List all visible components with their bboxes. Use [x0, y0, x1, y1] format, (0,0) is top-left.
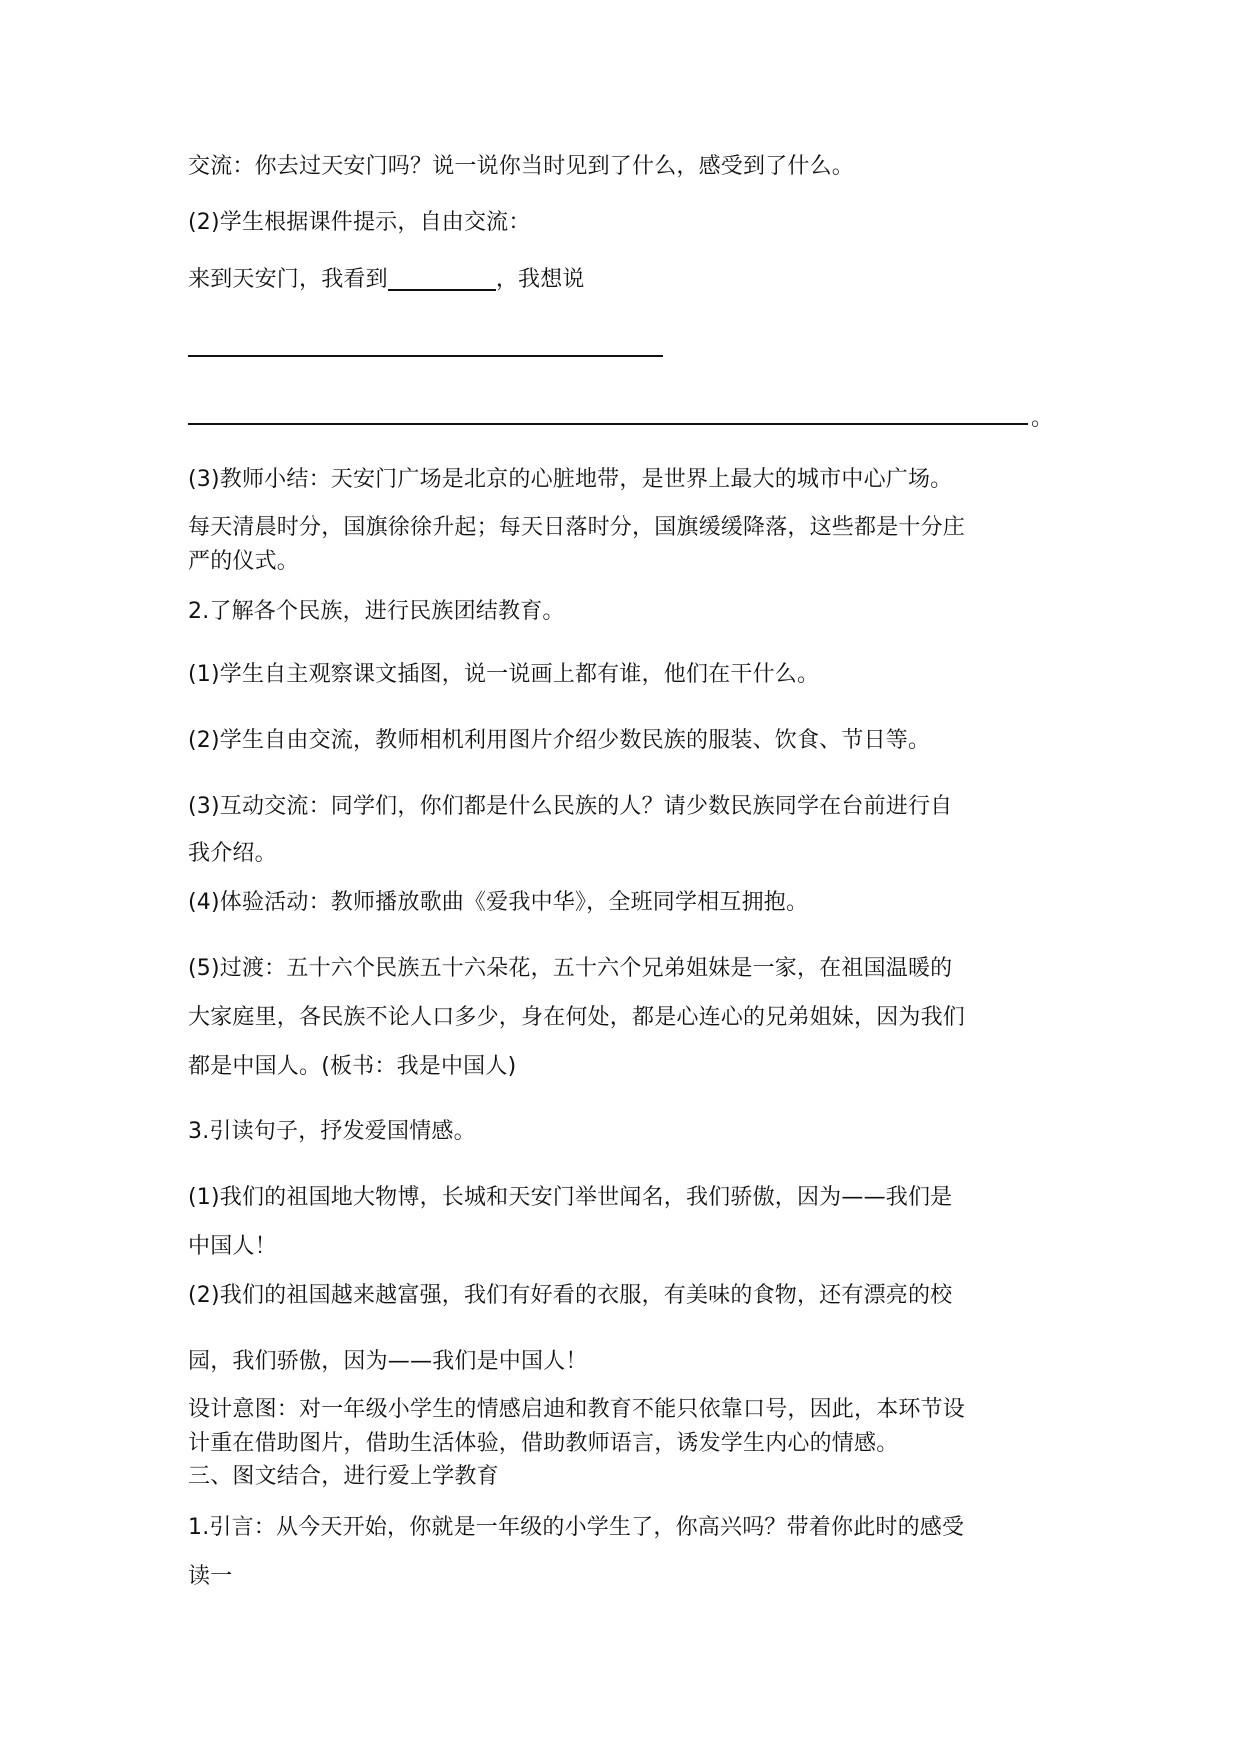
fill-in-prefix: 来到天安门，我看到 [188, 267, 388, 292]
paragraph-line: 大家庭里，各民族不论人口多少，身在何处，都是心连心的兄弟姐妹，因为我们 [188, 1005, 966, 1030]
paragraph-line: (2)学生自由交流，教师相机利用图片介绍少数民族的服装、饮食、节日等。 [188, 728, 931, 753]
answer-blank-line [188, 423, 1028, 425]
answer-blank-line [188, 355, 663, 357]
paragraph-line: 都是中国人。(板书：我是中国人) [188, 1054, 517, 1079]
paragraph-line: (3)互动交流：同学们，你们都是什么民族的人？请少数民族同学在台前进行自 [188, 794, 953, 819]
design-intent-line: 计重在借助图片，借助生活体验，借助教师语言，诱发学生内心的情感。 [188, 1431, 899, 1456]
paragraph-line: 1.引言：从今天开始，你就是一年级的小学生了，你高兴吗？带着你此时的感受 [188, 1515, 965, 1540]
paragraph-line: 园，我们骄傲，因为——我们是中国人！ [188, 1349, 588, 1374]
design-intent-line: 设计意图：对一年级小学生的情感启迪和教育不能只依靠口号，因此，本环节设 [188, 1397, 966, 1422]
paragraph-line: (2)我们的祖国越来越富强，我们有好看的衣服，有美味的食物，还有漂亮的校 [188, 1283, 953, 1308]
paragraph-line: (5)过渡：五十六个民族五十六朵花，五十六个兄弟姐妹是一家，在祖国温暖的 [188, 956, 953, 981]
end-mark: 。 [1031, 406, 1054, 431]
paragraph-line: (3)教师小结：天安门广场是北京的心脏地带，是世界上最大的城市中心广场。 [188, 467, 953, 492]
section-heading: 三、图文结合，进行爱上学教育 [188, 1464, 499, 1489]
paragraph-line: (2)学生根据课件提示，自由交流： [188, 210, 531, 235]
fill-in-middle: ，我想说 [495, 267, 585, 292]
paragraph-line: (1)学生自主观察课文插图，说一说画上都有谁，他们在干什么。 [188, 662, 820, 687]
fill-in-line [188, 265, 585, 295]
paragraph-line: 交流：你去过天安门吗？说一说你当时见到了什么，感受到了什么。 [188, 154, 855, 179]
paragraph-line: (4)体验活动：教师播放歌曲《爱我中华》，全班同学相互拥抱。 [188, 890, 809, 915]
paragraph-line: 中国人！ [188, 1234, 277, 1259]
section-heading: 3.引读句子，抒发爱国情感。 [188, 1119, 476, 1144]
paragraph-line: 严的仪式。 [188, 549, 300, 574]
paragraph-line: 每天清晨时分，国旗徐徐升起；每天日落时分，国旗缓缓降落，这些都是十分庄 [188, 515, 966, 540]
paragraph-line: (1)我们的祖国地大物博，长城和天安门举世闻名，我们骄傲，因为——我们是 [188, 1185, 953, 1210]
section-heading: 2.了解各个民族，进行民族团结教育。 [188, 599, 565, 624]
fill-in-blank [388, 265, 496, 291]
paragraph-line: 我介绍。 [188, 841, 277, 866]
paragraph-line: 读一 [188, 1564, 233, 1589]
